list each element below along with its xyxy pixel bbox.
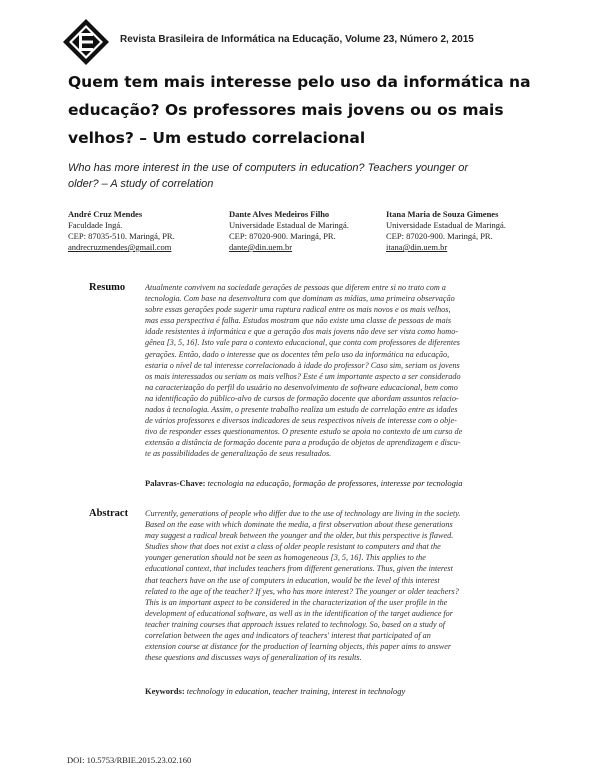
author-affiliation: Universidade Estadual de Maringá. (229, 220, 349, 230)
title-line: Quem tem mais interesse pelo uso da informática na (68, 73, 531, 91)
palavras-chave (145, 478, 463, 488)
keywords-label: Keywords: (145, 686, 185, 696)
resumo-line: de vários professores e diversos indicadores de seus respectivos níveis de interesse com o obje- (145, 416, 457, 426)
abstract-line: these questions and discusses ways of generalization of its results. (145, 653, 362, 663)
keywords (145, 686, 405, 696)
palavras-chave-text: tecnologia na educação, formação de professores, interesse por tecnologia (207, 478, 463, 488)
abstract-line: may suggest a radical break between the younger and the older, but this perspective is flawed. (145, 531, 454, 541)
resumo-text (145, 282, 557, 460)
resumo-line: idade resistentes à informática e que a geração dos mais jovens não deve ser vista como homo- (145, 327, 459, 337)
resumo-line: nados à tecnologia. Assim, o presente trabalho realiza um estudo de correlação entre as idades (145, 405, 458, 415)
resumo-line: Atualmente convivem na sociedade gerações de pessoas que diferem entre si no trato com a (145, 283, 446, 292)
title-line: velhos? – Um estudo correlacional (68, 129, 366, 147)
english-title-line: Who has more interest in the use of computers in education? Teachers younger or (68, 162, 469, 174)
author-affiliation: Universidade Estadual de Maringá. (386, 220, 506, 230)
abstract-line: teacher training courses that approach issues related to technology. So, based on a study of (145, 619, 446, 629)
resumo-line: gênea [3, 5, 16]. Isto vale para o contexto educacional, que conta com professores de diferentes (145, 338, 460, 348)
abstract-line: younger generation should not be seen as homogeneous [3, 5, 16]. This applies to the (145, 553, 426, 563)
resumo-line: na identificação do público-alvo de cursos de formação docente que abordam assuntos relacio- (145, 393, 459, 403)
resumo-line: estaria o nível de tal interesse correlacionado à idade do professor? Caso sim, seriam os jovens (145, 360, 460, 370)
author-block (229, 209, 349, 253)
abstract-heading: Abstract (89, 508, 129, 519)
english-title-line: older? – A study of correlation (68, 178, 214, 190)
keywords-text: technology in education, teacher training, interest in technology (186, 686, 406, 696)
author-email-link[interactable]: itana@din.uem.br (386, 242, 448, 252)
author-email-link[interactable]: dante@din.uem.br (229, 242, 293, 252)
journal-logo-icon (62, 18, 110, 66)
abstract-line: Based on the ease with which dominate the media, a first observation about these generations (145, 520, 453, 530)
english-title (68, 160, 558, 192)
resumo-line: sobre essas gerações pode sugerir uma ruptura radical entre os mais novos e os mais velhos, (145, 305, 451, 315)
title-line: educação? Os professores mais jovens ou os mais (68, 101, 504, 119)
abstract-line: Studies show that does not exist a class of older people resistant to computers and that the (145, 542, 441, 552)
abstract-line: educational context, that includes teachers from different generations. Thus, given the interest (145, 564, 453, 574)
resumo-line: tecnologia. Com base na desenvoltura com que dominam as mídias, uma primeira observação (145, 294, 455, 304)
palavras-chave-label: Palavras-Chave: (145, 478, 206, 488)
page-title (68, 68, 548, 152)
abstract-text (145, 508, 557, 663)
author-name: Dante Alves Medeiros Filho (229, 209, 330, 219)
abstract-line: extension course at distance for the production of learning objects, this paper aims to answer (145, 642, 452, 652)
abstract-line: Currently, generations of people who differ due to the use of technology are living in the society. (145, 509, 461, 518)
abstract-line: This is an important aspect to be considered in the characterization of the user profile in the (145, 597, 448, 607)
abstract-line: related to the age of the teacher? If yes, who has more interest? The younger or older teachers? (145, 586, 459, 596)
author-address: CEP: 87020-900. Maringá, PR. (386, 231, 493, 241)
resumo-line: tivo de responder esses questionamentos. O presente estudo se apoia no contexto de um curso de (145, 427, 463, 437)
author-block (68, 209, 175, 253)
author-name: André Cruz Mendes (68, 209, 143, 219)
resumo-line: os mais interessados ou seriam os mais velhos? Este é um importante aspecto a ser considerado (145, 371, 461, 381)
author-affiliation: Faculdade Ingá. (68, 220, 123, 230)
resumo-line: gerações. Então, dado o interesse que os docentes têm pelo uso da informática na educação, (145, 349, 450, 359)
resumo-line: extensão a distância de formação docente para a produção de objetos de aprendizagem e discu- (145, 438, 461, 448)
abstract-line: correlation between the ages and indicators of teachers' interest that participated of an (145, 631, 431, 641)
resumo-line: mas essa perspectiva é falha. Estudos mostram que não existe uma classe de pessoas de mais (145, 316, 452, 326)
journal-header: Revista Brasileira de Informática na Educação, Volume 23, Número 2, 2015 (120, 34, 474, 45)
abstract-line: development of educational software, as well as in the identification of the target audience for (145, 608, 453, 618)
resumo-line: na caracterização do perfil do usuário no desenvolvimento de software educacional, bem como (145, 382, 458, 392)
abstract-line: that teachers have on the use of computers in education, would be the level of this interest (145, 575, 440, 585)
author-address: CEP: 87020-900. Maringá, PR. (229, 231, 336, 241)
resumo-line: te as possibilidades de generalização de seus resultados. (145, 449, 332, 459)
author-name: Itana Maria de Souza Gimenes (386, 209, 499, 219)
author-block (386, 209, 506, 253)
doi-footer: DOI: 10.5753/RBIE.2015.23.02.160 (67, 755, 192, 765)
author-address: CEP: 87035-510. Maringá, PR. (68, 231, 175, 241)
resumo-heading: Resumo (89, 282, 126, 293)
author-email-link[interactable]: andrecruzmendes@gmail.com (68, 242, 172, 252)
